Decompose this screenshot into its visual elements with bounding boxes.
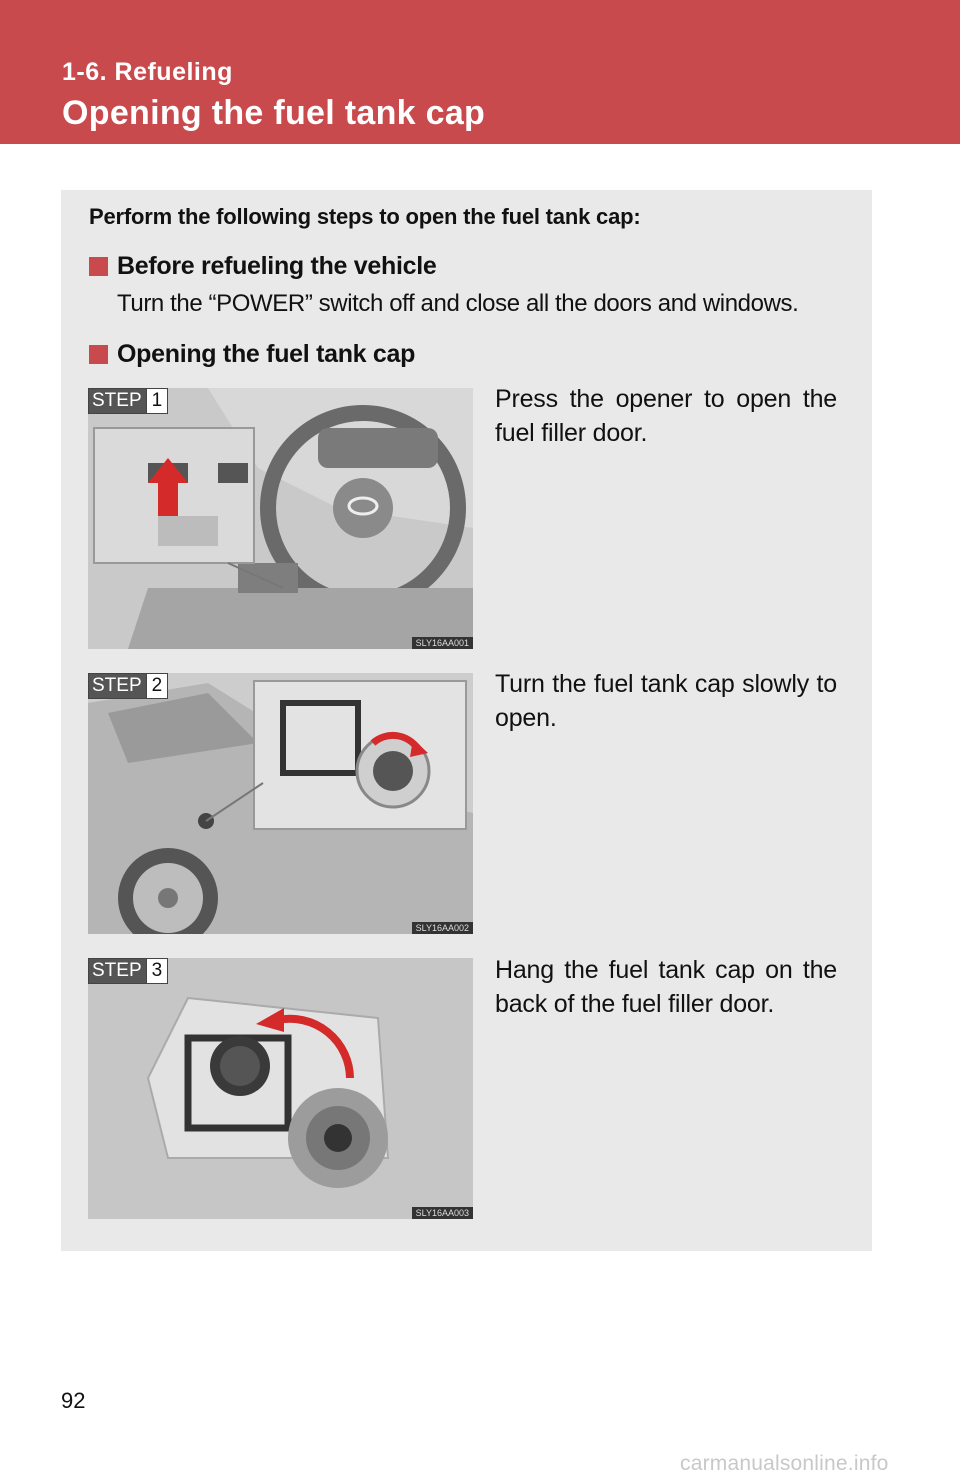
dashboard-opener-drawing (88, 388, 473, 649)
step-3-illustration (88, 958, 473, 1219)
page-title: Opening the fuel tank cap (62, 94, 486, 132)
intro-text: Perform the following steps to open the fuel tank cap: (89, 204, 641, 229)
step-badge (88, 958, 168, 984)
car-rear-drawing (88, 673, 473, 934)
image-code: SLY16AA002 (412, 922, 473, 934)
image-code: SLY16AA001 (412, 637, 473, 649)
page-number: 92 (61, 1388, 86, 1413)
step-3-text: Hang the fuel tank cap on the back of the fuel filler door. (495, 956, 837, 1018)
image-code: SLY16AA003 (412, 1207, 473, 1219)
step-label: STEP (89, 959, 146, 983)
watermark: carmanualsonline.info (680, 1452, 889, 1475)
subheading-opening-cap (89, 340, 415, 369)
before-refueling-text: Turn the “POWER” switch off and close all the doors and windows. (117, 290, 799, 317)
subheading-label: Opening the fuel tank cap (117, 340, 416, 368)
cap-hanging-drawing (88, 958, 473, 1219)
step-badge (88, 388, 168, 414)
step-badge (88, 673, 168, 699)
step-number: 1 (146, 389, 168, 413)
step-2-illustration (88, 673, 473, 934)
step-number: 3 (146, 959, 168, 983)
step-1-text: Press the opener to open the fuel filler door. (495, 385, 837, 447)
bullet-square-icon (89, 345, 108, 364)
bullet-square-icon (89, 257, 108, 276)
step-1-illustration (88, 388, 473, 649)
section-label: 1-6. Refueling (62, 58, 233, 86)
step-number: 2 (146, 674, 168, 698)
subheading-before-refueling (89, 252, 436, 281)
step-label: STEP (89, 389, 146, 413)
subheading-label: Before refueling the vehicle (117, 252, 437, 280)
chapter-header (0, 0, 960, 144)
step-label: STEP (89, 674, 146, 698)
step-2-text: Turn the fuel tank cap slowly to open. (495, 670, 837, 732)
